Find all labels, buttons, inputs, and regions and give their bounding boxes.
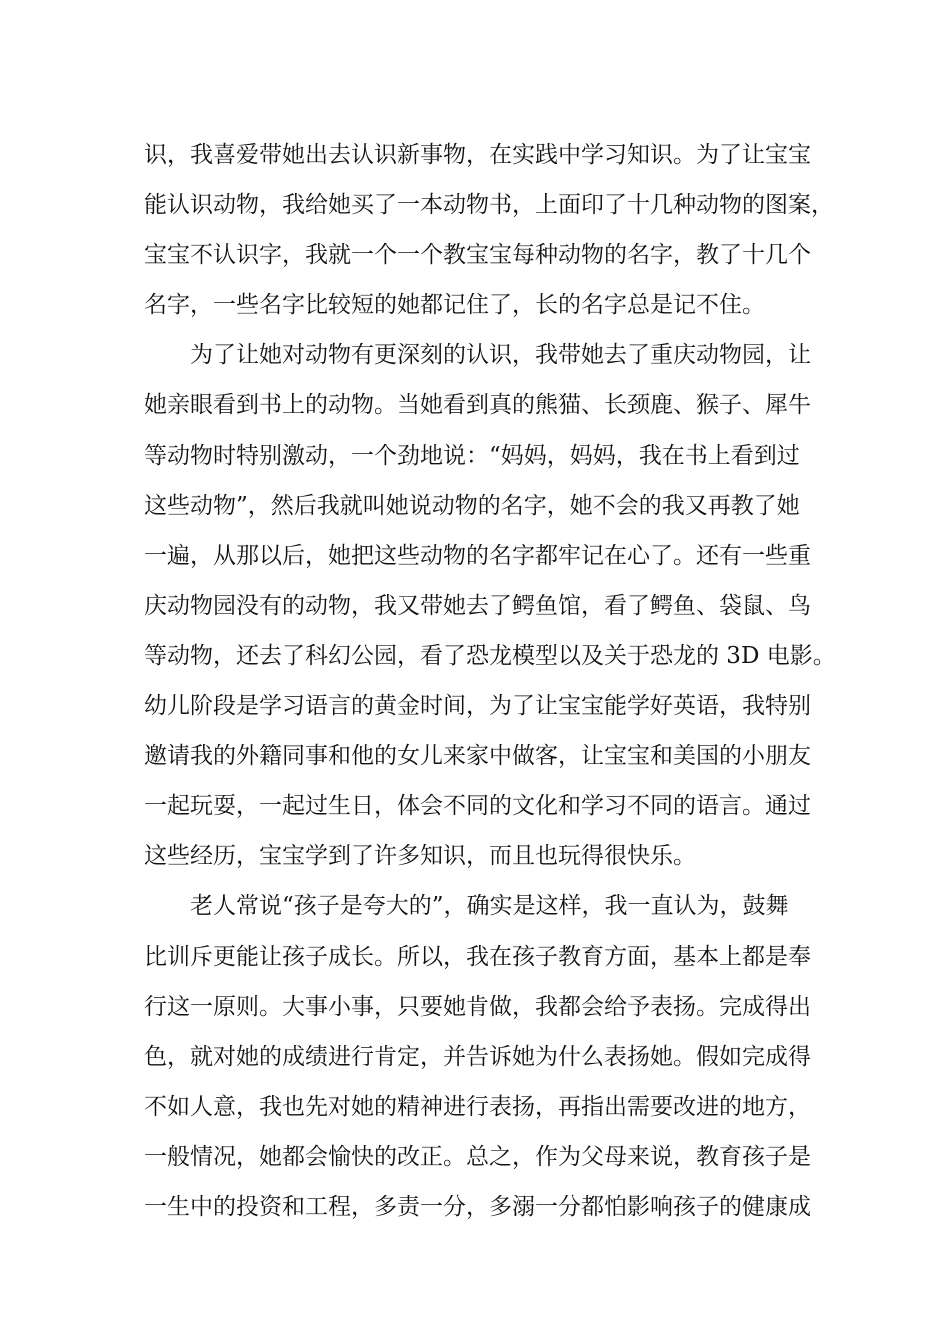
text-line: 行这一原则。大事小事，只要她肯做，我都会给予表扬。完成得出 (144, 993, 811, 1020)
text-line: 邀请我的外籍同事和他的女儿来家中做客，让宝宝和美国的小朋友 (144, 743, 811, 770)
text-line: 等动物时特别激动，一个劲地说：“妈妈，妈妈，我在书上看到过 (144, 442, 800, 469)
text-line: 这些经历，宝宝学到了许多知识，而且也玩得很快乐。 (144, 843, 696, 870)
text-line: 这些动物”，然后我就叫她说动物的名字，她不会的我又再教了她 (144, 492, 800, 519)
text-line: 她亲眼看到书上的动物。当她看到真的熊猫、长颈鹿、猴子、犀牛 (144, 392, 811, 419)
text-line: 不如人意，我也先对她的精神进行表扬，再指出需要改进的地方， (144, 1093, 811, 1120)
text-line: 一遍，从那以后，她把这些动物的名字都牢记在心了。还有一些重 (144, 542, 811, 569)
text-line: 能认识动物，我给她买了一本动物书，上面印了十几种动物的图案， (144, 192, 834, 219)
text-line: 庆动物园没有的动物，我又带她去了鳄鱼馆，看了鳄鱼、袋鼠、鸟 (144, 592, 811, 619)
text-line: 等动物，还去了科幻公园，看了恐龙模型以及关于恐龙的 3D 电影。 (144, 642, 836, 669)
text-line: 一生中的投资和工程，多责一分，多溺一分都怕影响孩子的健康成 (144, 1193, 811, 1220)
text-line: 识，我喜爱带她出去认识新事物，在实践中学习知识。为了让宝宝 (144, 142, 811, 168)
text-line: 名字，一些名字比较短的她都记住了，长的名字总是记不住。 (144, 292, 765, 319)
text-line: 比训斥更能让孩子成长。所以，我在孩子教育方面，基本上都是奉 (144, 943, 811, 970)
text-line: 一起玩耍，一起过生日，体会不同的文化和学习不同的语言。通过 (144, 793, 811, 820)
text-line: 幼儿阶段是学习语言的黄金时间，为了让宝宝能学好英语，我特别 (144, 693, 811, 720)
body-text (144, 130, 836, 1232)
text-line: 宝宝不认识字，我就一个一个教宝宝每种动物的名字，教了十几个 (144, 242, 811, 269)
text-line: 色，就对她的成绩进行肯定，并告诉她为什么表扬她。假如完成得 (144, 1043, 811, 1070)
text-line: 老人常说“孩子是夸大的”，确实是这样，我一直认为，鼓舞 (144, 893, 789, 920)
text-line: 为了让她对动物有更深刻的认识，我带她去了重庆动物园，让 (144, 342, 811, 369)
text-line: 一般情况，她都会愉快的改正。总之，作为父母来说，教育孩子是 (144, 1143, 811, 1170)
